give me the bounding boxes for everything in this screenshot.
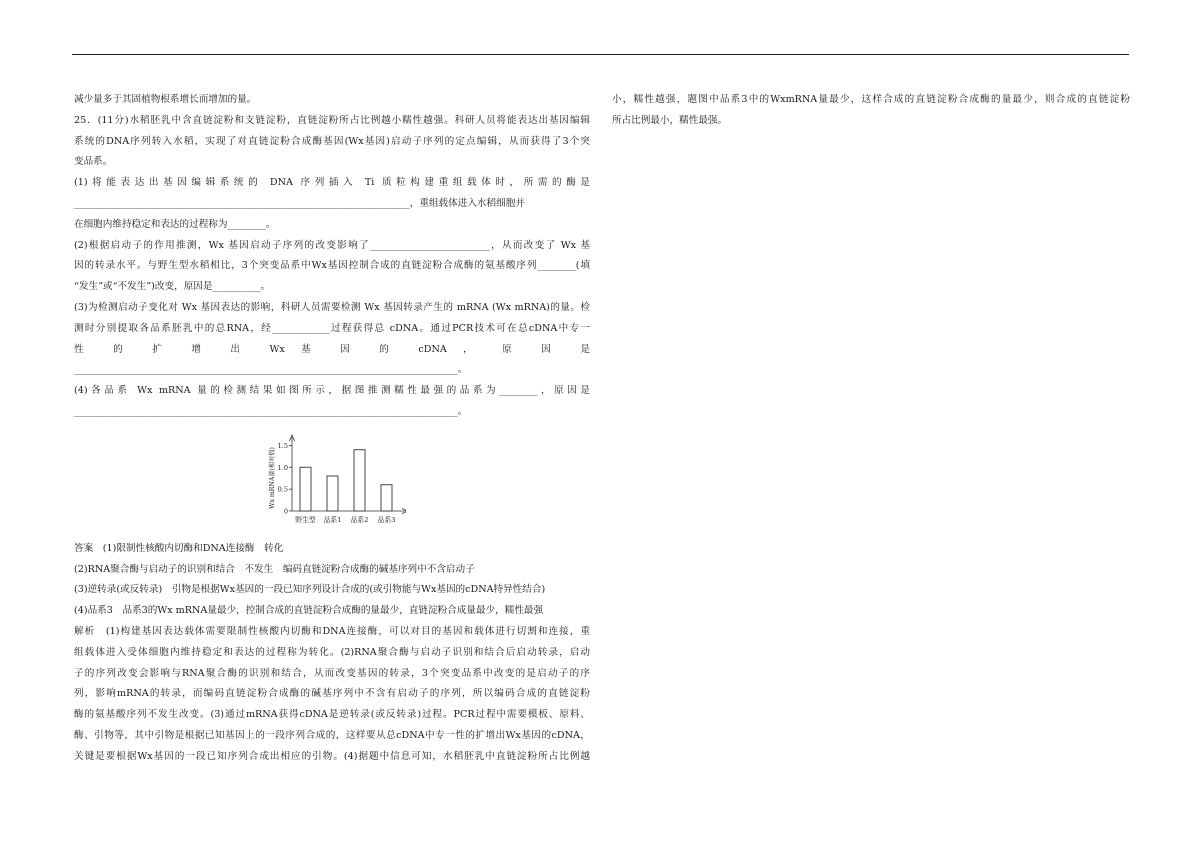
explanation-line: 关键是要根据Wx基因的一段已知序列合成出相应的引物。(4)据题中信息可知，水稻胚乳中直链淀粉所占比例越 (74, 750, 590, 762)
answer-4: (4)品系3 品系3的Wx mRNA量最少，控制合成的直链淀粉合成酶的量最少，直链淀粉合成量最少，糯性最强 (74, 605, 544, 617)
answer-2: (2)RNA聚合酶与启动子的识别和结合 不发生 编码直链淀粉合成酶的碱基序列中不含启动子 (74, 563, 475, 575)
y-tick-label: 1.5 (277, 441, 288, 450)
chart-svg (250, 429, 406, 535)
explanation-line: 酶的氨基酸序列不发生改变。(3)通过mRNA获得cDNA是逆转录(或反转录)过程。PCR过程中需要模板、原料、 (74, 709, 590, 721)
y-tick-label: 1.0 (277, 463, 288, 472)
question-3: (3)为检测启动子变化对 Wx 基因表达的影响，科研人员需要检测 Wx 基因转录产生的 mRNA (Wx mRNA)的量。检 (74, 301, 590, 313)
text-line: 系统的DNA序列转入水稻，实现了对直链淀粉合成酶基因(Wx基因)启动子序列的定点编辑，从而获得了3个突 (74, 135, 590, 147)
answer-3: (3)逆转录(或反转录) 引物是根据Wx基因的一段已知序列设计合成的(或引物能与Wx基因的cDNA特异性结合) (74, 584, 546, 596)
y-tick-label: 0.5 (277, 485, 288, 494)
text-line: ________________________________________________________________________________。 (74, 405, 468, 417)
question-4: (4)各品系 Wx mRNA 量的检测结果如图所示，据图推测糯性最强的品系为________，原因是 (74, 385, 590, 397)
x-category-label: 品系1 (323, 515, 342, 524)
text-line: 测时分别提取各品系胚乳中的总RNA，经____________过程获得总 cDNA。通过PCR技术可在总cDNA中专一 (74, 322, 590, 334)
explanation-continued: 小，糯性越强，题图中品系3中的WxmRNA量最少，这样合成的直链淀粉合成酶的量最少，则合成的直链淀粉 (612, 94, 1130, 105)
text-line: 性 的 扩 增 出 Wx 基 因 的 cDNA ， 原 因 是 (74, 343, 590, 355)
y-tick-label: 0 (283, 507, 288, 516)
text-line: ________________________________________________________________________________。 (74, 364, 468, 376)
question-25-intro: 25．(11分)水稻胚乳中含直链淀粉和支链淀粉，直链淀粉所占比例越小糯性越强。科研人员将能表达出基因编辑 (74, 114, 590, 126)
bar (354, 450, 365, 511)
x-category-label: 野生型 (295, 515, 316, 524)
text-line: 在细胞内维持稳定和表达的过程称为________。 (74, 218, 276, 230)
text-line: ______________________________________________________________________，重组载体进入水稻细胞并 (74, 197, 525, 209)
bar (300, 467, 311, 511)
x-category-label: 品系2 (350, 515, 369, 524)
wx-mrna-bar-chart (250, 429, 406, 535)
answer-1: 答案 (1)限制性核酸内切酶和DNA连接酶 转化 (74, 542, 284, 554)
text-line: “发生”或“不发生”)改变，原因是__________。 (74, 281, 271, 293)
text-line: 因的转录水平。与野生型水稻相比，3个突变品系中Wx基因控制合成的直链淀粉合成酶的氨基酸序列________(填 (74, 260, 590, 272)
header-rule (72, 54, 1129, 55)
explanation-line: 组载体进入受体细胞内维持稳定和表达的过程称为转化。(2)RNA聚合酶与启动子识别和结合后启动转录，启动 (74, 646, 590, 658)
x-category-label: 品系3 (377, 515, 396, 524)
text-line: 减少量多于其固植物根系增长而增加的量。 (74, 94, 257, 105)
explanation-line: 列，影响mRNA的转录，而编码直链淀粉合成酶的碱基序列中不含有启动子的序列，所以编码合成的直链淀粉 (74, 688, 590, 700)
text-line: 变品系。 (74, 156, 113, 168)
explanation-line: 子的序列改变会影响与RNA聚合酶的识别和结合，从而改变基因的转录，3个突变品系中改变的是启动子的序 (74, 667, 590, 679)
explanation-line: 解析 (1)构建基因表达载体需要限制性核酸内切酶和DNA连接酶，可以对目的基因和载体进行切割和连接，重 (74, 625, 590, 637)
bar (327, 476, 338, 511)
bar (381, 485, 392, 511)
right-column (612, 90, 1130, 132)
question-1: (1)将能表达出基因编辑系统的 DNA 序列插入 Ti 质粒构建重组载体时，所需的酶是 (74, 177, 590, 189)
left-column (74, 90, 590, 768)
question-2: (2)根据启动子的作用推测，Wx 基因启动子序列的改变影响了_________________________，从而改变了 Wx 基 (74, 239, 590, 251)
explanation-continued: 所占比例最小，糯性最强。 (612, 114, 728, 126)
explanation-line: 酶、引物等，其中引物是根据已知基因上的一段序列合成的，这样要从总cDNA中专一性的扩增出Wx基因的cDNA， (74, 729, 590, 741)
y-axis-label: Wx mRNA量(相对值) (269, 446, 276, 509)
